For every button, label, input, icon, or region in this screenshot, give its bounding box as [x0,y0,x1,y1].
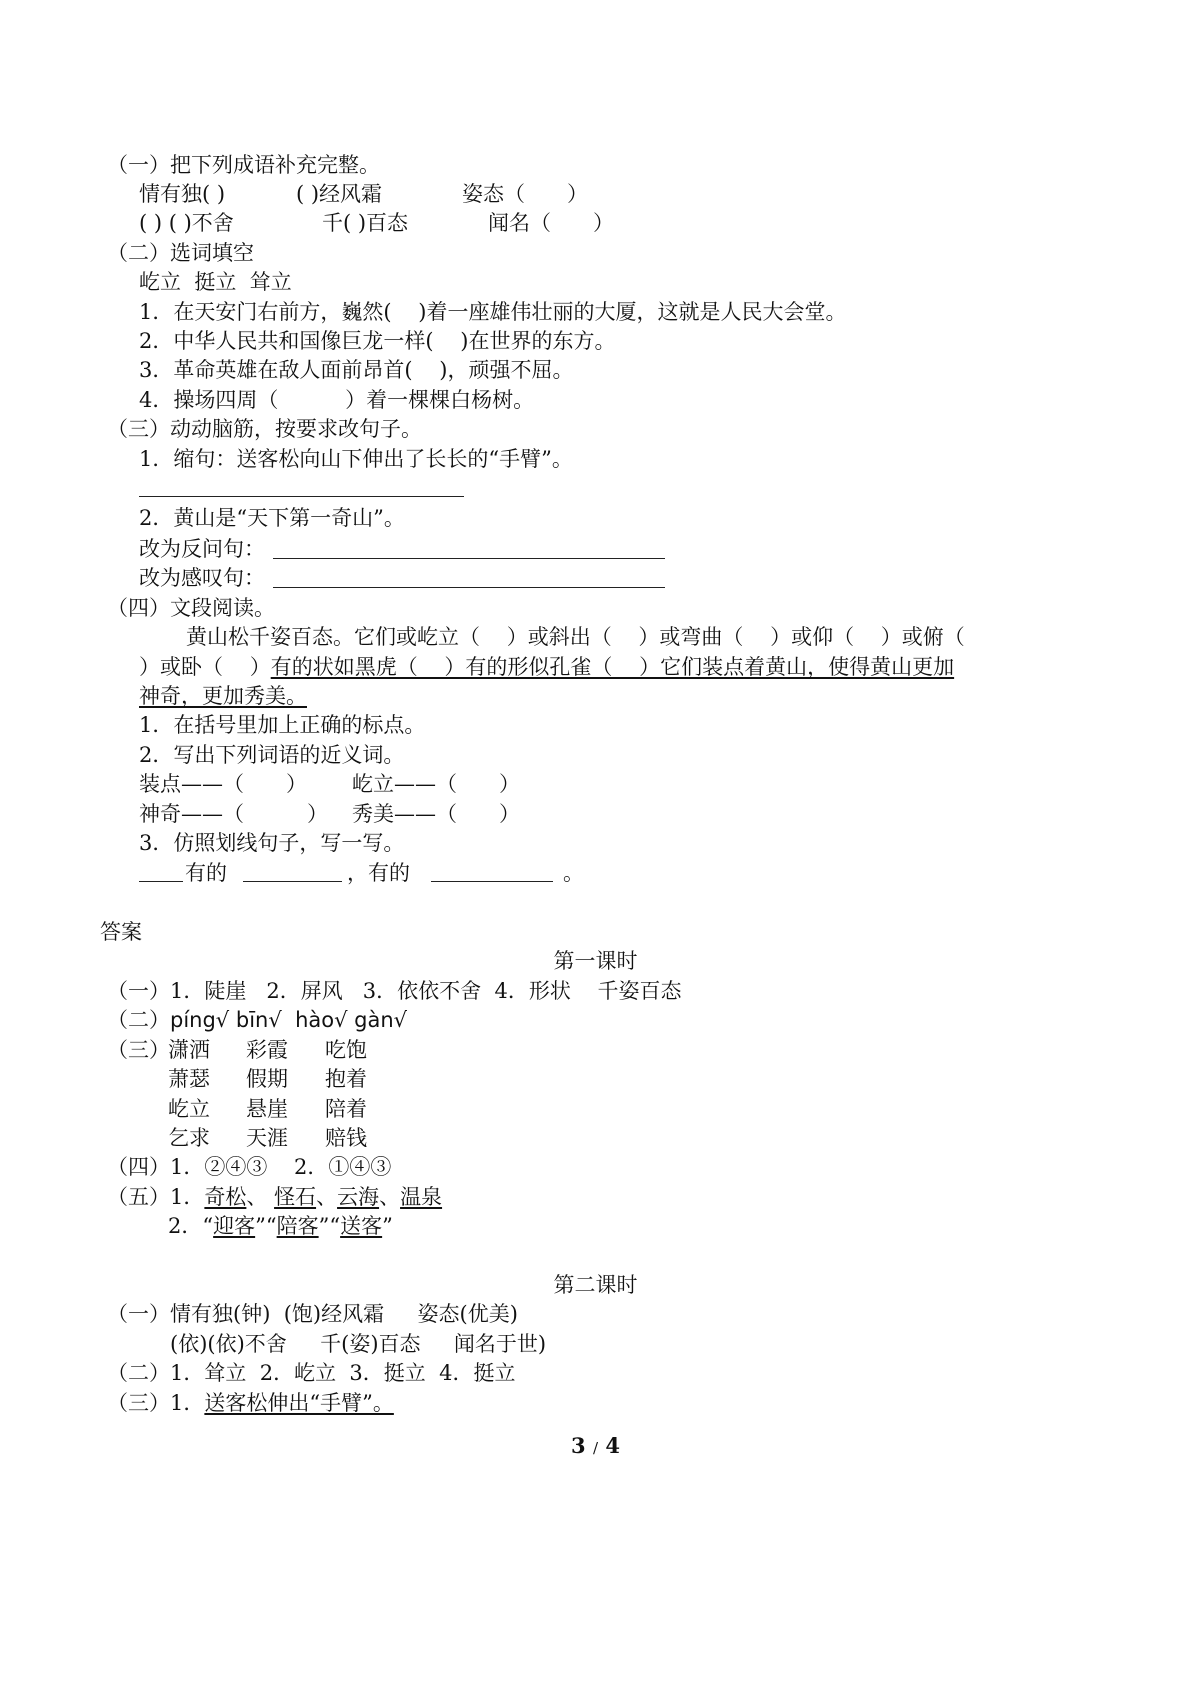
quote-close: ” [318,1214,330,1238]
lesson1-a5-2-prefix: 2． [168,1214,203,1238]
q4-syn-r1-c1: 装点——（ ） [139,772,307,796]
q2-options: 屹立 挺立 耸立 [139,270,292,294]
q3-item-1: 1．缩句：送客松向山下伸出了长长的“手臂”。 [139,447,573,471]
q1-heading: （一）把下列成语补充完整。 [107,153,380,177]
lesson1-a5-2 [168,1212,393,1240]
q4-item-1: 1．在括号里加上正确的标点。 [139,713,426,737]
lesson1-a5-2-word: 陪客 [276,1214,319,1238]
lesson1-title: 第一课时 [553,949,638,973]
lesson1-a3-r1-c3: 吃饱 [325,1038,367,1062]
q4-para-line-1: 黄山松千姿百态。它们或屹立（ ）或斜出（ ）或弯曲（ ）或仰（ ）或俯（ [186,625,965,649]
quote-close: ” [255,1214,266,1238]
q4-imitate-comma-have: ，有的 [347,861,410,885]
lesson1-a3-r2-c3: 抱着 [325,1067,367,1091]
lesson1-a5-sep: 、 [379,1185,401,1209]
q4-para-line-2-plain: ）或卧（ ） [139,655,271,679]
lesson1-a3-r1-c2: 彩霞 [246,1038,288,1062]
lesson1-a3-r4-c1: 乞求 [168,1126,210,1150]
q1-r2-c2: 千( )百态 [322,211,409,235]
page-total: 4 [605,1433,620,1458]
lesson1-a5-word: 奇松 [204,1185,247,1209]
q3-exclaim-blank[interactable] [273,587,665,588]
q2-item-3: 3．革命英雄在敌人面前昂首( )，顽强不屈。 [139,358,574,382]
q1-r1-c2: ( )经风霜 [296,182,383,206]
lesson1-a5-sep: 、 [316,1185,338,1209]
q2-item-4: 4．操场四周（ ）着一棵棵白杨树。 [139,388,535,412]
lesson1-a3-r2-c2: 假期 [246,1067,288,1091]
q4-imitate-blank-3[interactable] [431,881,553,882]
lesson2-a3-label: （三）1． [107,1391,205,1415]
lesson1-a5-2-word: 送客 [340,1214,383,1238]
q1-r2-c1: ( ) ( )不舍 [139,211,234,235]
q2-heading: （二）选词填空 [107,241,254,265]
quote-open: “ [265,1214,277,1238]
q3-rhetorical-label: 改为反问句： [139,537,265,561]
lesson2-a1-line-1: （一）情有独(钟) (饱)经风霜 姿态(优美) [107,1302,518,1326]
q4-imitate-end: 。 [563,861,584,885]
lesson1-a3-r4-c2: 天涯 [246,1126,288,1150]
q4-syn-r2-c2: 秀美——（ ） [352,802,520,826]
page-separator: / [592,1439,599,1457]
q4-para-line-2 [139,653,954,681]
lesson1-a5-word: 云海 [337,1185,380,1209]
lesson1-a3-r4-c3: 赔钱 [325,1126,367,1150]
q3-answer-line-1[interactable] [139,496,464,497]
q4-heading: （四）文段阅读。 [107,596,275,620]
q4-item-3: 3．仿照划线句子，写一写。 [139,831,405,855]
quote-open: “ [202,1214,214,1238]
lesson1-a5-word: 怪石 [274,1185,317,1209]
lesson2-a2: （二）1．耸立 2．屹立 3．挺立 4．挺立 [107,1361,516,1385]
lesson1-a2 [107,1006,407,1034]
q3-rhetorical-blank[interactable] [273,558,665,559]
q1-r2-c3: 闻名（ ） [488,211,614,235]
lesson1-a5-label: （五）1． [107,1185,205,1209]
q3-heading: （三）动动脑筋，按要求改句子。 [107,417,422,441]
page-current: 3 [571,1433,586,1458]
quote-close: ” [382,1214,393,1238]
page-number [0,1432,1191,1462]
q4-para-underlined: 有的状如黑虎（ ）有的形似孔雀（ ）它们装点着黄山，使得黄山更加 [270,655,955,679]
q4-para-line-3: 神奇，更加秀美。 [139,684,307,708]
lesson1-a5-sep: 、 [246,1185,275,1209]
lesson1-a3-label: （三） [107,1038,170,1062]
q4-item-2: 2．写出下列词语的近义词。 [139,743,405,767]
q3-exclaim-label: 改为感叹句： [139,566,265,590]
q2-item-1: 1．在天安门右前方，巍然( )着一座雄伟壮丽的大厦，这就是人民大会堂。 [139,300,847,324]
lesson2-a3-text: 送客松伸出“手臂”。 [204,1391,394,1415]
lesson1-a3-r1-c1: 潇洒 [168,1038,210,1062]
lesson1-a3-r2-c1: 萧瑟 [168,1067,210,1091]
q3-item-2: 2．黄山是“天下第一奇山”。 [139,506,405,530]
q4-imitate-blank-1[interactable] [139,881,183,882]
lesson1-a2-label: （二） [107,1008,170,1032]
lesson2-a3 [107,1389,394,1417]
q2-item-2: 2．中华人民共和国像巨龙一样( )在世界的东方。 [139,329,616,353]
lesson1-a3-r3-c1: 屹立 [168,1097,210,1121]
lesson1-a1: （一）1．陡崖 2．屏风 3．依依不舍 4．形状 千姿百态 [107,979,682,1003]
lesson1-a4: （四）1．②④③ 2．①④③ [107,1155,392,1179]
quote-open: “ [329,1214,341,1238]
lesson1-a2-pinyin: píng√ bīn√ hào√ gàn√ [170,1008,408,1032]
lesson1-a5-word: 温泉 [400,1185,443,1209]
q4-imitate-blank-2[interactable] [243,881,342,882]
lesson1-a3-r3-c3: 陪着 [325,1097,367,1121]
lesson2-a1-line-2: (依)(依)不舍 千(姿)百态 闻名于世) [170,1332,547,1356]
answers-title: 答案 [100,920,142,944]
lesson2-title: 第二课时 [553,1273,638,1297]
q4-syn-r2-c1: 神奇——（ ） [139,802,328,826]
lesson1-a5-2-word: 迎客 [213,1214,256,1238]
q4-imitate-have: 有的 [185,861,227,885]
q1-r1-c1: 情有独( ) [139,182,226,206]
lesson1-a5-1 [107,1183,442,1211]
q1-r1-c3: 姿态（ ） [462,182,588,206]
q4-syn-r1-c2: 屹立——（ ） [352,772,520,796]
lesson1-a3-r3-c2: 悬崖 [246,1097,288,1121]
